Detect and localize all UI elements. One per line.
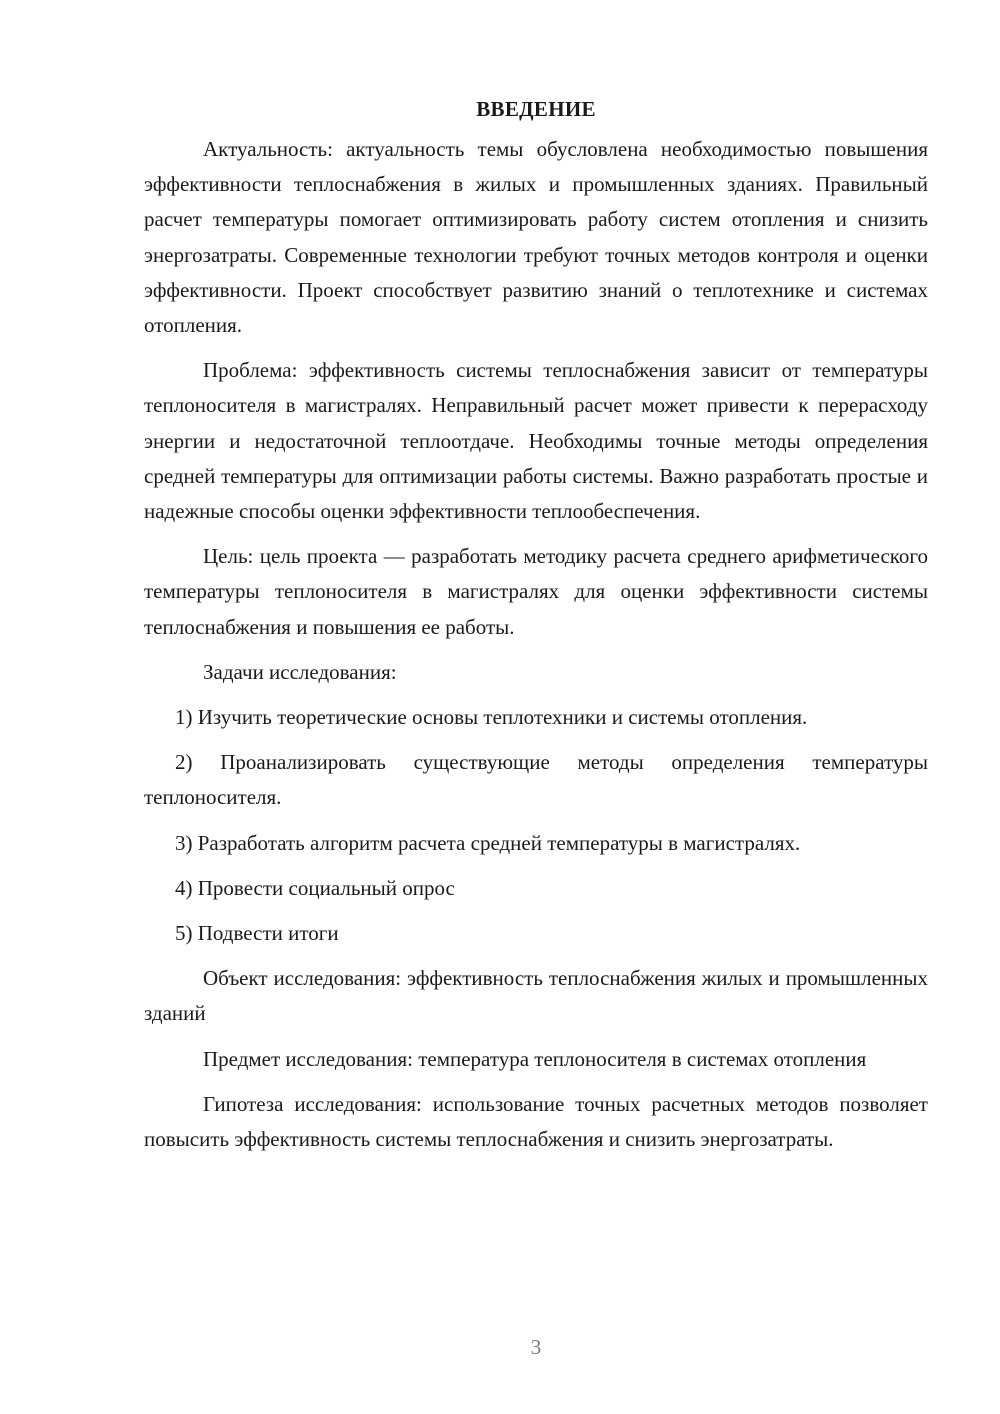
- task-item-2: 2) Проанализировать существующие методы определения температуры теплоносителя.: [144, 750, 928, 810]
- page-number: 3: [530, 1335, 542, 1359]
- section-title: ВВЕДЕНИЕ: [476, 97, 596, 121]
- paragraph-hypothesis: Гипотеза исследования: использование точных расчетных методов позволяет повысить эффективность системы теплоснабжения и снизить энергозатраты.: [144, 1091, 928, 1152]
- task-item-3: 3) Разработать алгоритм расчета средней температуры в магистралях.: [175, 830, 801, 855]
- task-item-5: 5) Подвести итоги: [175, 921, 339, 946]
- paragraph-subject: Предмет исследования: температура теплоносителя в системах отопления: [203, 1046, 867, 1071]
- tasks-heading: Задачи исследования:: [203, 659, 397, 684]
- paragraph-relevance: Актуальность: актуальность темы обусловлена необходимостью повышения эффективности теплоснабжения в жилых и промышленных зданиях. Правильный расчет температуры помогает оптимизировать работу систем отопления и снизить энергозатраты. Современные технологии требуют точных методов контроля и оценки эффективности. Проект способствует развитию знаний о теплотехнике и системах отопления.: [144, 137, 928, 338]
- paragraph-goal: Цель: цель проекта — разработать методику расчета среднего арифметического температуры теплоносителя в магистралях для оценки эффективности системы теплоснабжения и повышения ее работы.: [144, 544, 928, 639]
- document-page: [144, 92, 928, 1167]
- task-item-4: 4) Провести социальный опрос: [175, 875, 455, 900]
- paragraph-object: Объект исследования: эффективность теплоснабжения жилых и промышленных зданий: [144, 966, 928, 1026]
- paragraph-problem: Проблема: эффективность системы теплоснабжения зависит от температуры теплоносителя в магистралях. Неправильный расчет может привести к перерасходу энергии и недостаточной теплоотдаче. Необходимы точные методы определения средней температуры для оптимизации работы системы. Важно разработать простые и надежные способы оценки эффективности теплообеспечения.: [144, 358, 928, 524]
- task-item-1: 1) Изучить теоретические основы теплотехники и системы отопления.: [175, 705, 808, 730]
